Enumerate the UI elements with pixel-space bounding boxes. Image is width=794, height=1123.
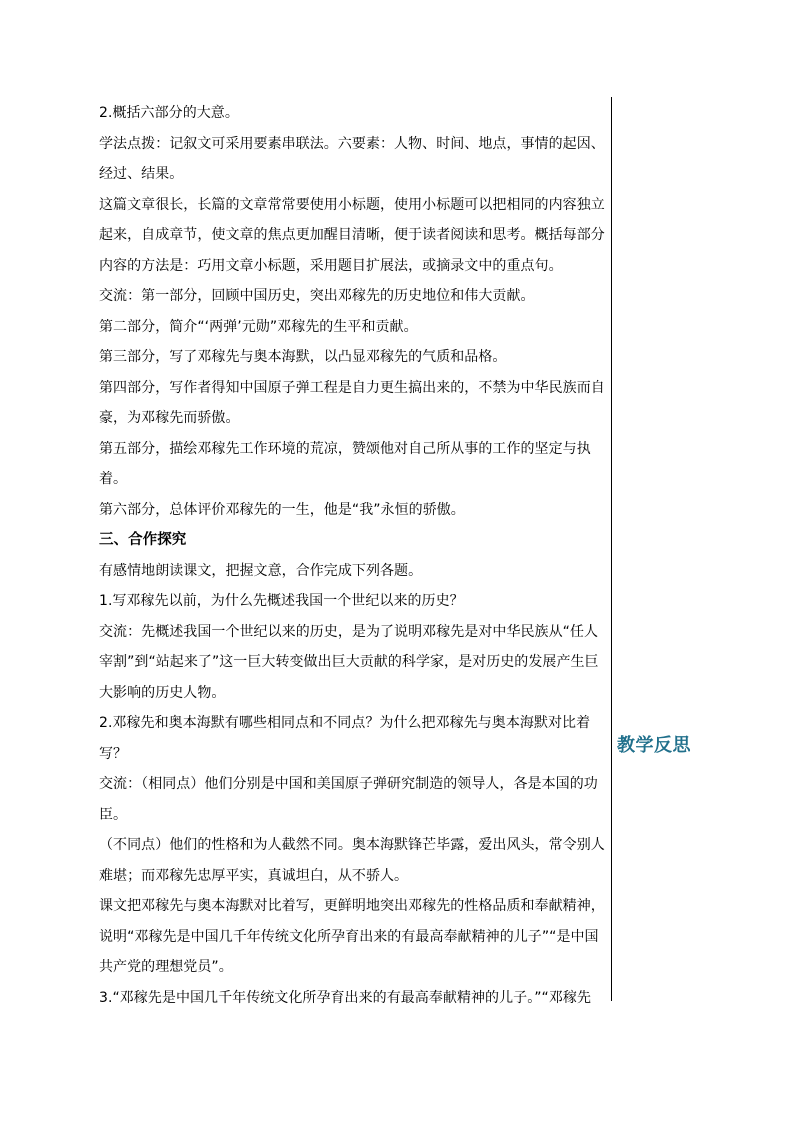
paragraph: 交流：第一部分，回顾中国历史，突出邓稼先的历史地位和伟大贡献。: [99, 288, 535, 304]
paragraph: 第二部分，简介“‘两弹’元勋”邓稼先的生平和贡献。: [99, 318, 418, 335]
paragraph: 交流：（相同点）他们分别是中国和美国原子弹研究制造的领导人，各是本国的功臣。: [99, 776, 598, 823]
paragraph: 第六部分，总体评价邓稼先的一生，他是“我”永恒的骄傲。: [99, 501, 465, 518]
paragraph: 课文把邓稼先与奥本海默对比着写，更鲜明地突出邓稼先的性格品质和奉献精神，说明“邓稼先是中国几千年传统文化所孕育出来的有最高奉献精神的儿子”“是中国共产党的理想党员”。: [99, 898, 605, 975]
paragraph: 第四部分，写作者得知中国原子弹工程是自力更生搞出来的，不禁为中华民族而自豪，为邓稼先而骄傲。: [99, 379, 605, 426]
paragraph: 交流：先概述我国一个世纪以来的历史，是为了说明邓稼先是对中华民族从“任人宰割”到“站起来了”这一巨大转变做出巨大贡献的科学家，是对历史的发展产生巨大影响的历史人物。: [99, 623, 599, 701]
lesson-content-column: [99, 98, 609, 1013]
paragraph: 3.“邓稼先是中国几千年传统文化所孕育出来的有最高奉献精神的儿子。”“邓稼先: [99, 989, 592, 1006]
paragraph: 2.概括六部分的大意。: [99, 105, 239, 121]
paragraph: （不同点）他们的性格和为人截然不同。奥本海默锋芒毕露，爱出风头，常令别人难堪；而邓稼先忠厚平实，真诚坦白，从不骄人。: [99, 837, 605, 884]
paragraph: 有感情地朗读课文，把握文意，合作完成下列各题。: [99, 562, 423, 579]
paragraph: 2.邓稼先和奥本海默有哪些相同点和不同点？为什么把邓稼先与奥本海默对比着写？: [99, 715, 591, 762]
paragraph: 这篇文章很长，长篇的文章常常要使用小标题，使用小标题可以把相同的内容独立起来，自成章节，使文章的焦点更加醒目清晰，便于读者阅读和思考。概括每部分内容的方法是：巧用文章小标题，采用题目扩展法，或摘录文中的重点句。: [99, 196, 605, 274]
section-heading: 三、合作探究: [99, 532, 187, 548]
teaching-reflection-label: 教学反思: [617, 735, 691, 756]
column-divider: [611, 97, 612, 1001]
paragraph: 1.写邓稼先以前，为什么先概述我国一个世纪以来的历史？: [99, 593, 464, 609]
paragraph: 第三部分，写了邓稼先与奥本海默，以凸显邓稼先的气质和品格。: [99, 349, 507, 365]
paragraph: 第五部分，描绘邓稼先工作环境的荒凉，赞颂他对自己所从事的工作的坚定与执着。: [99, 440, 591, 487]
paragraph: 学法点拨：记叙文可采用要素串联法。六要素：人物、时间、地点，事情的起因、经过、结果。: [99, 135, 605, 182]
